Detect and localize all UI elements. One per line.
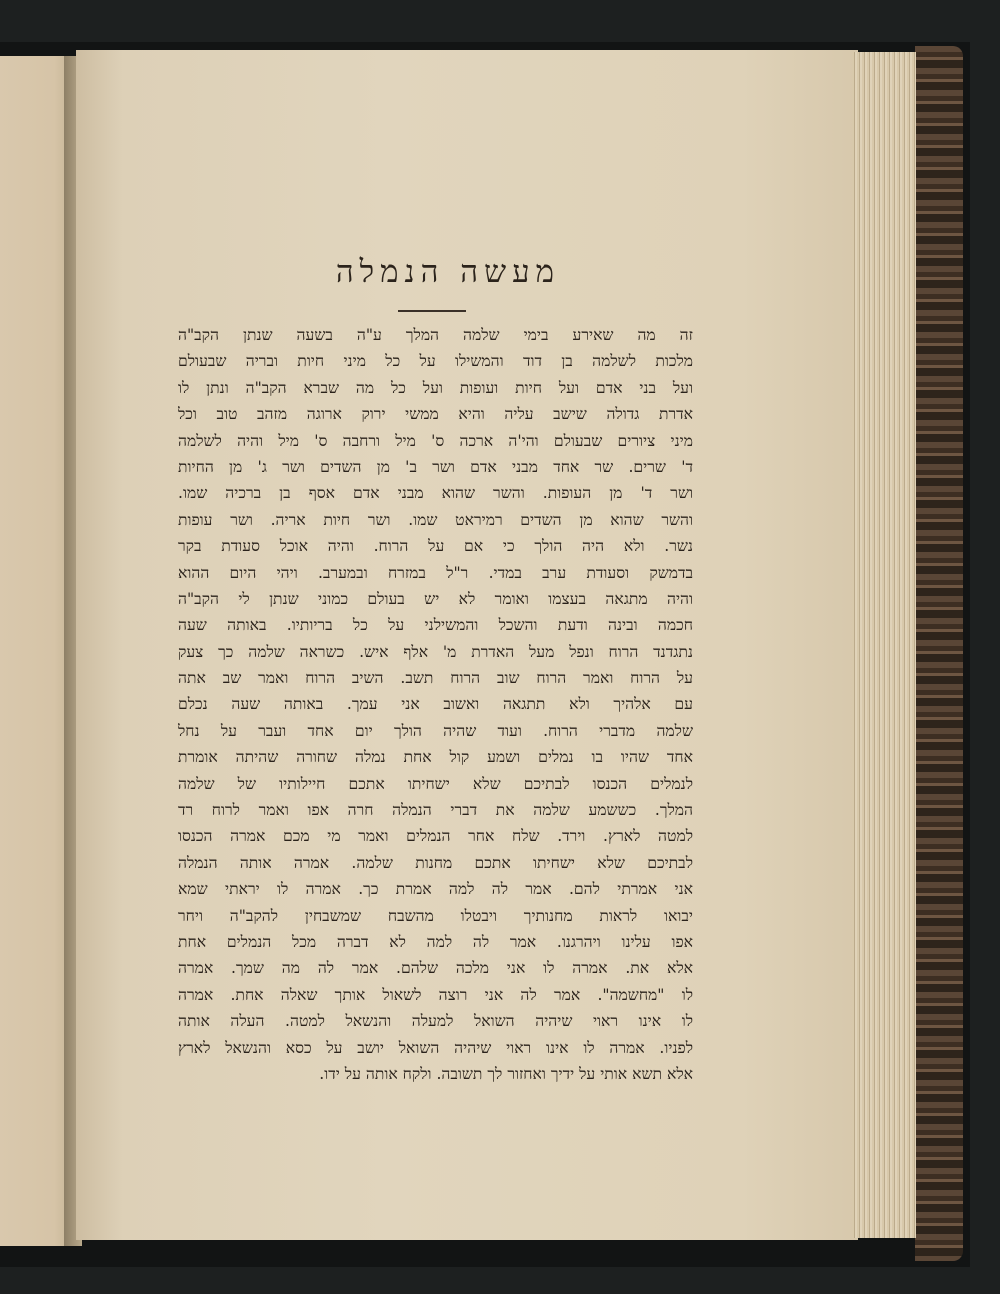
chapter-title: מעשה הנמלה xyxy=(335,254,560,290)
text-line: אדרת גדולה שישב עליה והיא ממשי ירוק ארוגה מזהב טוב וכל xyxy=(178,405,693,424)
text-line: נשר. ולא היה הולך כי אם על הרוח. והיה אוכל סעודת בקר xyxy=(178,537,693,556)
text-line: לבתיכם שלא ישחיתו אתכם מחנות שלמה. אמרה אותה הנמלה xyxy=(178,853,693,872)
text-line: אלא תשא אותי על ידיך ואחזור לך תשובה. ולקח אותה על ידו. xyxy=(319,1064,693,1083)
text-line: לנמלים הכנסו לבתיכם שלא ישחיתו אתכם חיילותיו של שלמה xyxy=(178,774,693,793)
book-spine xyxy=(915,46,963,1261)
text-line: חכמה ובינה ודעת והשכל והמשילני על כל בריותיו. באותה שעה xyxy=(178,616,693,635)
text-line: על הרוח ואמר הרוח שוב הרוח תשב. השיב הרוח ואמר שב אתה xyxy=(178,669,693,688)
text-line: לו "מחשמה". אמר לה אני רוצה לשאול אותך שאלה אחת. אמרה xyxy=(178,985,693,1004)
text-line: זה מה שאירע בימי שלמה המלך ע"ה בשעה שנתן הקב"ה xyxy=(178,326,693,344)
text-line: עם אלהיך ולא תתגאה ואשוב אני עמך. באותה שעה נכלם xyxy=(178,695,693,714)
page-edges xyxy=(852,52,916,1238)
text-line: נתגדנד הרוח ונפל מעל האדרת מ' אלף איש. כשראה שלמה כך צעק xyxy=(178,642,693,661)
text-line: והיה מתגאה בעצמו ואומר לא יש בעולם כמוני שנתן לי הקב"ה xyxy=(178,589,693,608)
text-line: אני אמרתי להם. אמר לה למה אמרת כך. אמרה לו יראתי שמא xyxy=(178,880,693,899)
text-line: ד' שרים. שר אחד מבני אדם ושר ב' מן השדים ושר ג' מן החיות xyxy=(178,457,693,476)
text-line: בדמשק וסעודת ערב במדי. ר"ל במזרח ובמערב. ויהי היום ההוא xyxy=(178,563,693,582)
text-line: שלמה מדברי הרוח. ועוד שהיה הולך יום אחד ועבר על נחל xyxy=(178,721,693,740)
text-line: אלא את. אמרה לו אני מלכה שלהם. אמר לה מה שמך. אמרה xyxy=(178,959,693,978)
text-line: לו אינו ראוי שיהיה השואל למעלה והנשאל למטה. העלה אותה xyxy=(178,1012,693,1031)
text-line: המלך. כששמע שלמה את דברי הנמלה חרה אפו ואמר לרוח רד xyxy=(178,801,693,820)
body-text xyxy=(178,322,693,1087)
text-line: אפו עלינו ויהרגנו. אמר לה למה לא דברה מכל הנמלים אחת xyxy=(178,932,693,951)
text-line: מלכות לשלמה בן דוד והמשילו על כל מיני חיות ובריה שבעולם xyxy=(178,352,693,371)
title-rule xyxy=(398,310,466,312)
text-line: ושר ד' מן העופות. והשר שהוא מבני אדם אסף בן ברכיה שמו. xyxy=(178,484,693,503)
text-line: למטה לארץ. וירד. שלח אחר הנמלים ואמר מי מכם אמרה הכנסו xyxy=(178,827,693,846)
text-line: אחד שהיו בו נמלים ושמע קול אחת נמלה שחורה שהיתה אומרת xyxy=(178,748,693,767)
text-line: לפניו. אמרה לו אינו ראוי שיהיה השואל יושב על כסא והנשאל לארץ xyxy=(178,1038,693,1057)
text-line: יבואו לראות מחנותיך ויבטלו מהשבח שמשבחין להקב"ה ויחר xyxy=(178,906,693,925)
text-line: ועל בני אדם ועל חיות ועופות ועל כל מה שברא הקב"ה ונתן לו xyxy=(178,378,693,397)
text-line: מיני ציורים שבעולם והי'ה ארכה ס' מיל ורחבה ס' מיל והיה לשלמה xyxy=(178,431,693,450)
text-line: והשר שהוא מן השדים רמיראט שמו. ושר חיות אריה. ושר עופות xyxy=(178,510,693,529)
